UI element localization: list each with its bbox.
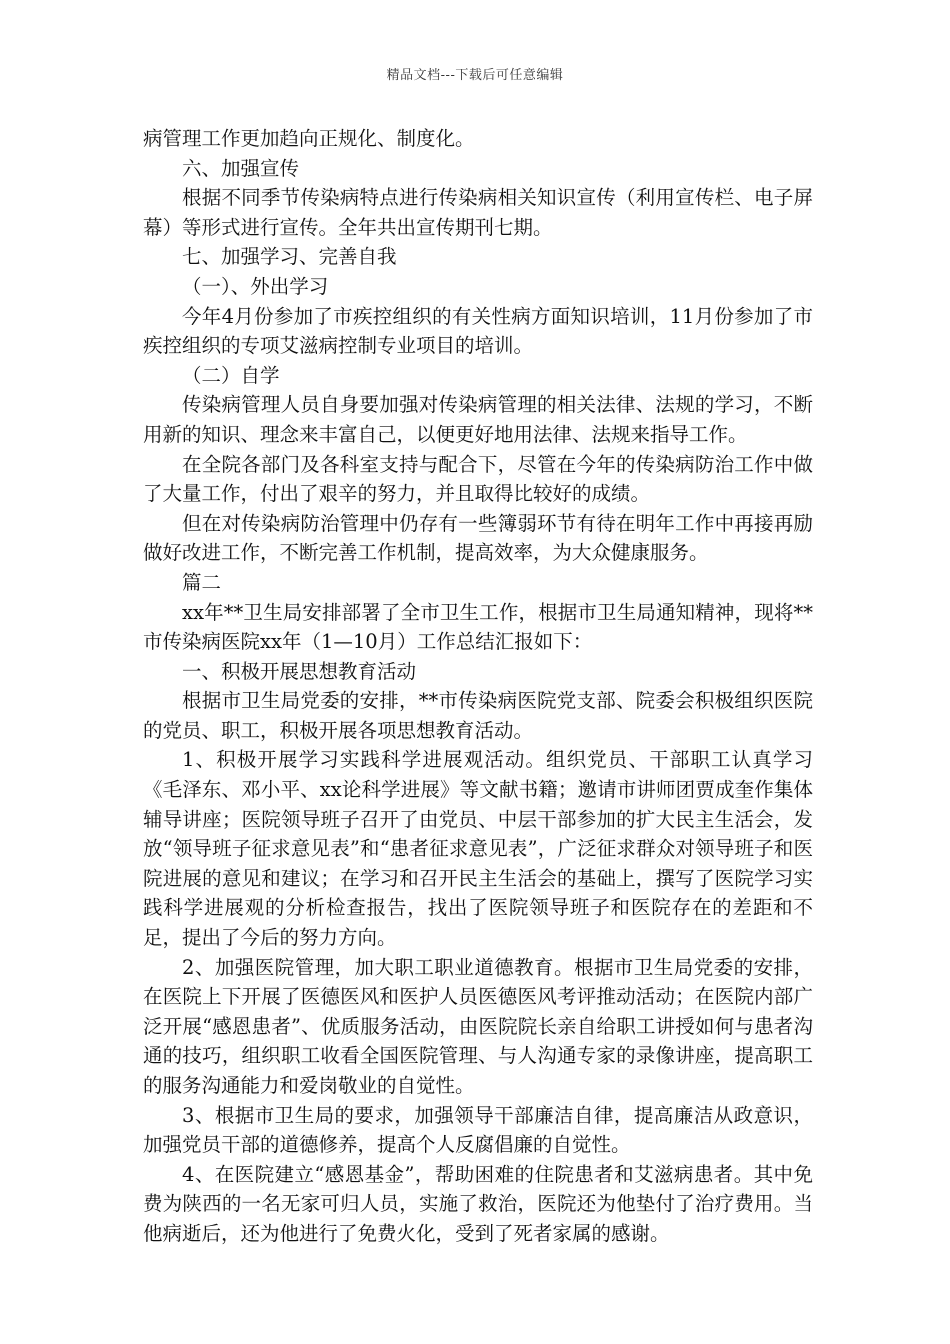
part-heading: 篇二 bbox=[182, 570, 222, 594]
paragraph: 在全院各部门及各科室支持与配合下，尽管在今年的传染病防治工作中做了大量工作，付出了艰辛的努力，并且取得比较好的成绩。 bbox=[143, 452, 813, 506]
section-heading: 六、加强宣传 bbox=[182, 156, 300, 180]
paragraph: 根据市卫生局党委的安排，**市传染病医院党支部、院委会积极组织医院的党员、职工，积极开展各项思想教育活动。 bbox=[143, 689, 813, 742]
paragraph: 今年4月份参加了市疾控组织的有关性病方面知识培训，11月份参加了市疾控组织的专项艾滋病控制专业项目的培训。 bbox=[143, 304, 813, 358]
paragraph: 病管理工作更加趋向正规化、制度化。 bbox=[143, 127, 475, 150]
paragraph: 4、在医院建立“感恩基金”，帮助困难的住院患者和艾滋病患者。其中免费为陕西的一名无家可归人员，实施了救治，医院还为他垫付了治疗费用。当他病逝后，还为他进行了免费火化，受到了死者家属的感谢。 bbox=[143, 1162, 813, 1245]
document-body bbox=[143, 124, 813, 1249]
paragraph: 3、根据市卫生局的要求，加强领导干部廉洁自律，提高廉洁从政意识，加强党员干部的道德修养，提高个人反腐倡廉的自觉性。 bbox=[143, 1103, 813, 1157]
paragraph: 根据不同季节传染病特点进行传染病相关知识宣传（利用宣传栏、电子屏幕）等形式进行宣传。全年共出宣传期刊七期。 bbox=[143, 186, 813, 239]
paragraph: 1、积极开展学习实践科学进展观活动。组织党员、干部职工认真学习《毛泽东、邓小平、xx论科学进展》等文献书籍；邀请市讲师团贾成奎作集体辅导讲座；医院领导班子召开了由党员、中层干部参加的扩大民主生活会，发放“领导班子征求意见表”和“患者征求意见表”，广泛征求群众对领导班子和医院进展的意见和建议；在学习和召开民主生活会的基础上，撰写了医院学习实践科学进展观的分析检查报告，找出了医院领导班子和医院存在的差距和不足，提出了今后的努力方向。 bbox=[143, 748, 813, 950]
paragraph: 但在对传染病防治管理中仍存有一些簿弱环节有待在明年工作中再接再励做好改进工作，不断完善工作机制，提高效率，为大众健康服务。 bbox=[143, 511, 813, 565]
page-header: 精品文档---下载后可任意编辑 bbox=[386, 68, 564, 83]
subsection-heading: （一）、外出学习 bbox=[182, 274, 329, 298]
paragraph: xx年**卫生局安排部署了全市卫生工作，根据市卫生局通知精神，现将**市传染病医院xx年（1—10月）工作总结汇报如下： bbox=[143, 600, 813, 654]
subsection-heading: （二）自学 bbox=[182, 363, 280, 387]
section-heading: 一、积极开展思想教育活动 bbox=[182, 659, 417, 683]
section-heading: 七、加强学习、完善自我 bbox=[182, 245, 397, 269]
paragraph: 传染病管理人员自身要加强对传染病管理的相关法律、法规的学习，不断用新的知识、理念来丰富自己，以便更好地用法律、法规来指导工作。 bbox=[143, 393, 813, 446]
paragraph: 2、加强医院管理，加大职工职业道德教育。根据市卫生局党委的安排，在医院上下开展了医德医风和医护人员医德医风考评推动活动；在医院内部广泛开展“感恩患者”、优质服务活动，由医院院长亲自给职工讲授如何与患者沟通的技巧，组织职工收看全国医院管理、与人沟通专家的录像讲座，提高职工的服务沟通能力和爱岗敬业的自觉性。 bbox=[143, 955, 813, 1097]
